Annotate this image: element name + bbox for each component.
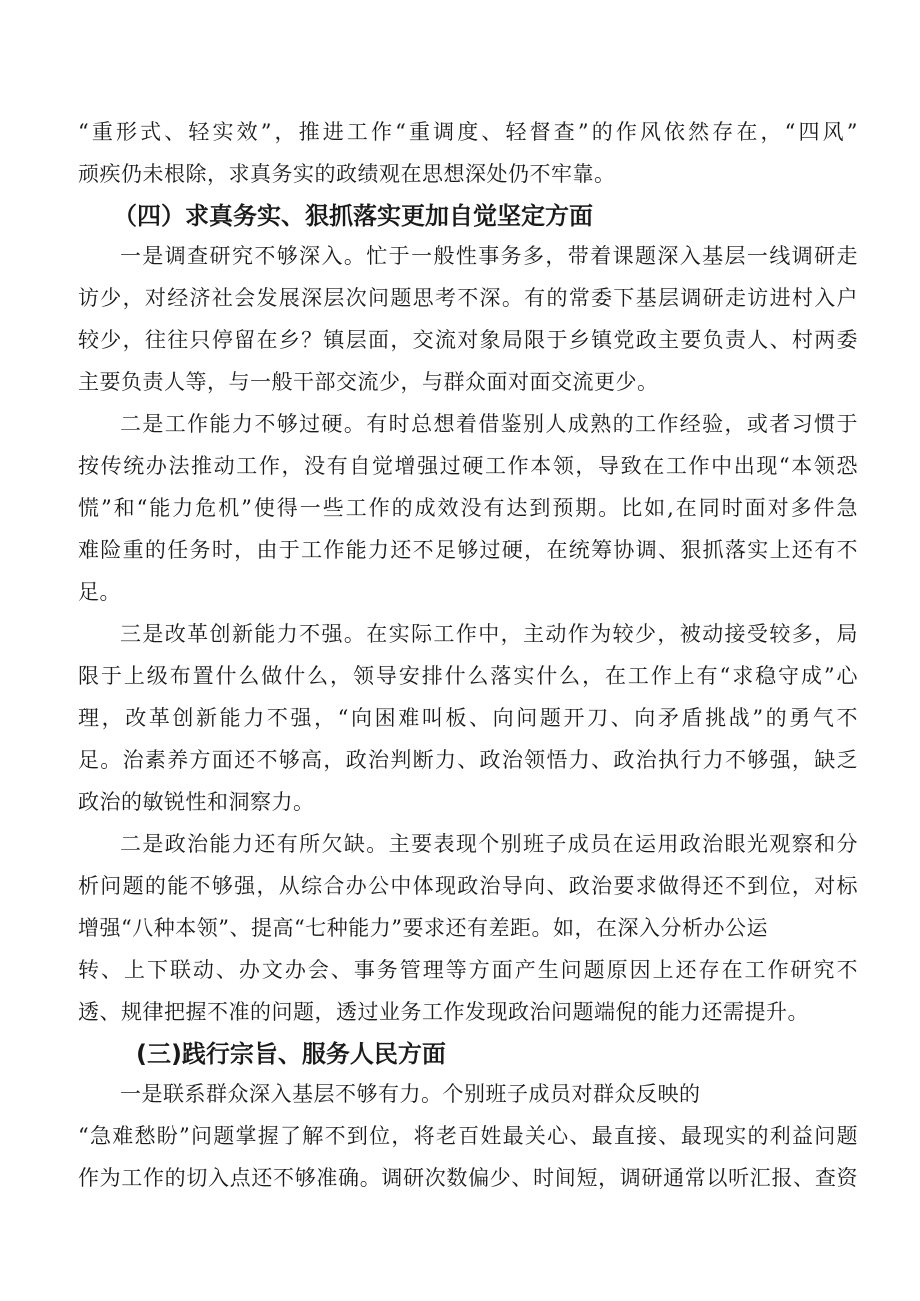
text-line: 访少，对经济社会发展深层次问题思考不深。有的常委下基层调研走访进村入户: [78, 286, 858, 310]
text-line: 作为工作的切入点还不够准确。调研次数偏少、时间短，调研通常以听汇报、查资: [78, 1166, 858, 1190]
text-line: 主要负责人等，与一般干部交流少，与群众面对面交流更少。: [78, 370, 659, 394]
text-line: 足。: [78, 580, 121, 604]
text-line: 足。治素养方面还不够高，政治判断力、政治领悟力、政治执行力不够强，缺乏: [78, 748, 858, 772]
section-heading: （四）求真务实、狠抓落实更加自觉坚定方面: [113, 202, 593, 230]
text-line: 顽疾仍未根除，求真务实的政绩观在思想深处仍不牢靠。: [78, 162, 616, 186]
text-line: “急难愁盼”问题掌握了解不到位，将老百姓最关心、最直接、最现实的利益问题: [78, 1124, 858, 1148]
text-line: 二是工作能力不够过硬。有时总想着借鉴别人成熟的工作经验，或者习惯于: [120, 412, 858, 436]
text-line: 按传统办法推动工作，没有自觉增强过硬工作本领，导致在工作中出现“本领恐: [78, 454, 858, 478]
text-line: 转、上下联动、办文办会、事务管理等方面产生问题原因上还存在工作研究不: [78, 958, 858, 982]
text-line: 较少，往往只停留在乡？镇层面，交流对象局限于乡镇党政主要负责人、村两委: [78, 328, 858, 352]
text-line: 三是改革创新能力不强。在实际工作中，主动作为较少，被动接受较多，局: [120, 622, 858, 646]
text-line: 理，改革创新能力不强，“向困难叫板、向问题开刀、向矛盾挑战”的勇气不: [78, 706, 858, 730]
text-line: 增强“八种本领”、提高“七种能力”要求还有差距。如，在深入分析办公运: [78, 916, 768, 940]
text-line: 一是联系群众深入基层不够有力。个别班子成员对群众反映的: [120, 1082, 701, 1106]
text-line: 析问题的能不够强，从综合办公中体现政治导向、政治要求做得还不到位，对标: [78, 874, 858, 898]
text-line: 政治的敏锐性和洞察力。: [78, 790, 315, 814]
text-line: “重形式、轻实效”，推进工作“重调度、轻督查”的作风依然存在，“四风”: [78, 120, 858, 144]
text-line: 难险重的任务时，由于工作能力还不足够过硬，在统筹协调、狠抓落实上还有不: [78, 538, 858, 562]
text-line: 一是调查研究不够深入。忙于一般性事务多，带着课题深入基层一线调研走: [120, 244, 858, 268]
text-line: 二是政治能力还有所欠缺。主要表现个别班子成员在运用政治眼光观察和分: [120, 832, 858, 856]
section-heading: (三)践行宗旨、服务人民方面: [136, 1040, 446, 1068]
text-line: 限于上级布置什么做什么，领导安排什么落实什么，在工作上有“求稳守成”心: [78, 664, 858, 688]
text-line: 慌”和“能力危机”使得一些工作的成效没有达到预期。比如,在同时面对多件急: [78, 496, 858, 520]
text-line: 透、规律把握不准的问题，透过业务工作发现政治问题端倪的能力还需提升。: [78, 1000, 809, 1024]
